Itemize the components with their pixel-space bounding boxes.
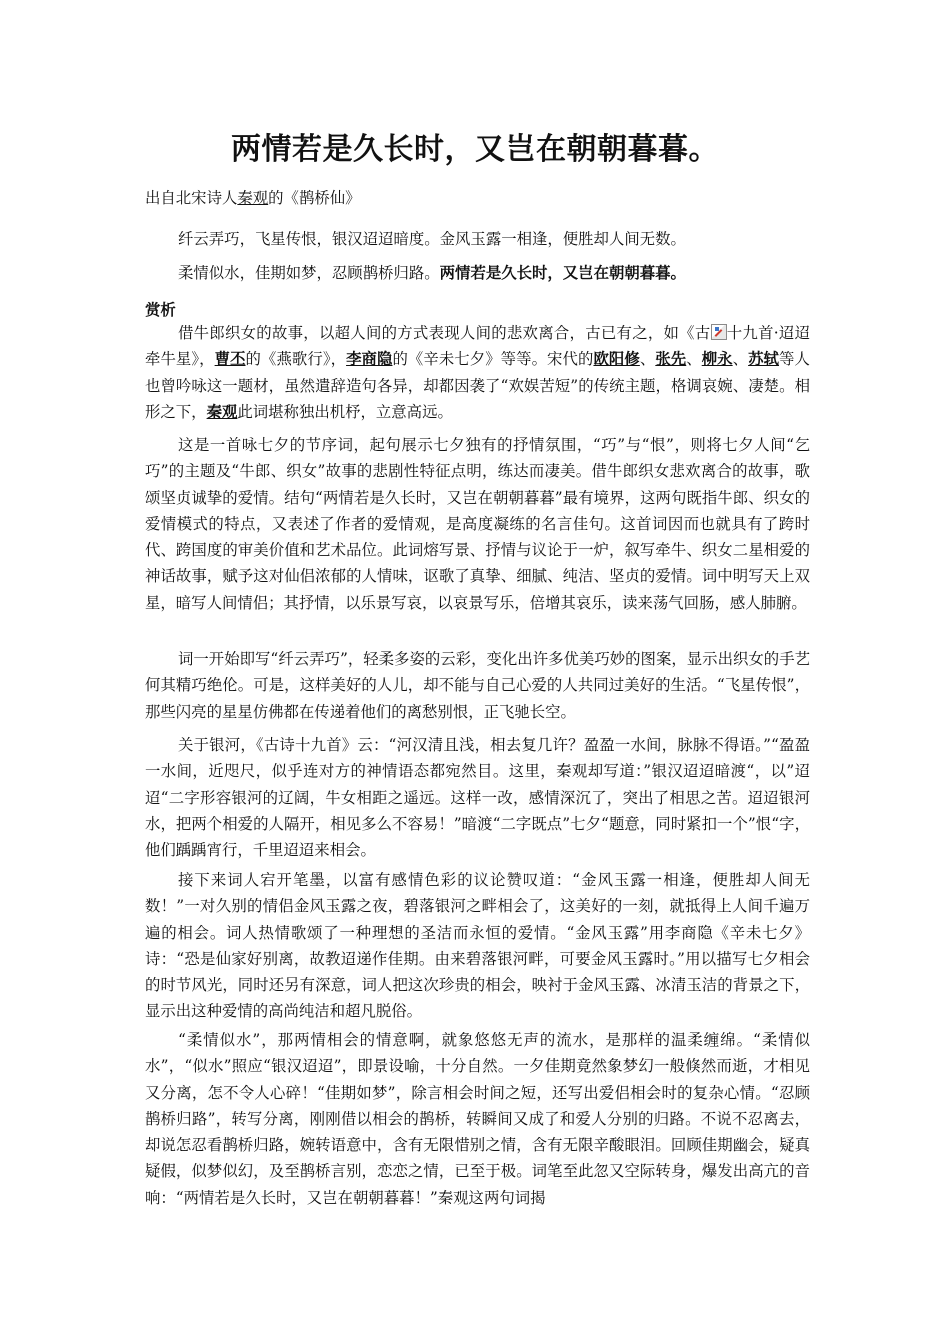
text-run: 此词堪称独出机杼，立意高远。	[237, 402, 453, 421]
source-line	[145, 185, 810, 211]
verse-text: 纤云弄巧，飞星传恨，银汉迢迢暗度。金风玉露一相逢，便胜却人间无数。	[178, 230, 686, 248]
verse-line-1	[145, 226, 810, 252]
broken-image-icon[interactable]	[711, 324, 727, 340]
analysis-paragraph-4: 关于银河，《古诗十九首》云：“河汉清且浅，相去复几许？盈盈一水间，脉脉不得语。”“盈盈一水间，近咫尺，似乎连对方的神情语态都宛然目。这里，秦观却写道：”银汉迢迢暗渡“，以”迢迢“二字形容银河的辽阔，牛女相距之遥远。这样一改，感情深沉了，突出了相思之苦。迢迢银河水，把两个相爱的人隔开，相见多么不容易！”暗渡“二字既点”七夕“题意，同时紧扣一个”恨“字，他们踽踽宵行，千里迢迢来相会。	[145, 736, 810, 860]
analysis-paragraph-5: 接下来词人宕开笔墨，以富有感情色彩的议论赞叹道：“金风玉露一相逢，便胜却人间无数！”一对久别的情侣金风玉露之夜，碧落银河之畔相会了，这美好的一刻，就抵得上人间千遍万遍的相会。词人热情歌颂了一种理想的圣洁而永恒的爱情。“金风玉露”用李商隐《辛未七夕》诗：“恐是仙家好别离，故教迢递作佳期。由来碧落银河畔，可要金风玉露时。”用以描写七夕相会的时节风光，同时还另有深意，词人把这次珍贵的相会，映衬于金风玉露、冰清玉洁的背景之下，显示出这种爱情的高尚纯洁和超凡脱俗。	[145, 871, 810, 1021]
text-run: 的《燕歌行》，	[245, 350, 347, 369]
ouyang-xiu-link[interactable]: 欧阳修	[593, 350, 640, 369]
text-run: 的《辛未七夕》等等。宋代的	[392, 350, 594, 369]
source-prefix: 出自北宋诗人	[145, 189, 238, 207]
text-run: 十九首·迢迢牵牛星》，	[145, 324, 810, 369]
su-shi-link[interactable]: 苏轼	[748, 350, 780, 369]
zhang-xian-link[interactable]: 张先	[655, 350, 687, 369]
text-run: 借牛郎织女的故事，以超人间的方式表现人间的悲欢离合，古已有之，如《古	[178, 324, 711, 342]
analysis-paragraph-1	[145, 320, 810, 425]
separator: 、	[732, 350, 749, 369]
section-heading: 赏析	[145, 301, 176, 319]
qin-guan-link[interactable]: 秦观	[206, 402, 238, 421]
liu-yong-link[interactable]: 柳永	[701, 350, 733, 369]
separator: 、	[639, 350, 656, 369]
li-shangyin-link[interactable]: 李商隐	[346, 350, 393, 369]
verse-line-2	[145, 260, 810, 286]
poet-link[interactable]: 秦观	[237, 189, 269, 207]
page-title: 两情若是久长时，又岂在朝朝暮暮。	[231, 132, 719, 167]
cao-pi-link[interactable]: 曹丕	[214, 350, 246, 369]
separator: 、	[686, 350, 702, 369]
verse-text: 柔情似水，佳期如梦，忍顾鹊桥归路。	[178, 264, 440, 282]
verse-highlight: 两情若是久长时，又岂在朝朝暮暮。	[439, 264, 686, 282]
source-suffix: 的《鹊桥仙》	[268, 189, 361, 207]
analysis-paragraph-3: 词一开始即写“纤云弄巧”，轻柔多姿的云彩，变化出许多优美巧妙的图案，显示出织女的手艺何其精巧绝伦。可是，这样美好的人儿，却不能与自己心爱的人共同过美好的生活。“飞星传恨”，那些闪亮的星星仿佛都在传递着他们的离愁别恨，正飞驰长空。	[145, 650, 810, 721]
analysis-paragraph-6: “柔情似水”，那两情相会的情意啊，就象悠悠无声的流水，是那样的温柔缠绵。“柔情似水”，“似水”照应“银汉迢迢”，即景设喻，十分自然。一夕佳期竟然象梦幻一般倏然而逝，才相见又分离，怎不令人心碎！“佳期如梦”，除言相会时间之短，还写出爱侣相会时的复杂心情。“忍顾鹊桥归路”，转写分离，刚刚借以相会的鹊桥，转瞬间又成了和爱人分别的归路。不说不忍离去，却说怎忍看鹊桥归路，婉转语意中，含有无限惜别之情，含有无限辛酸眼泪。回顾佳期幽会，疑真疑假，似梦似幻，及至鹊桥言别，恋恋之情，已至于极。词笔至此忽又空际转身，爆发出高亢的音响：“两情若是久长时，又岂在朝朝暮暮！”秦观这两句词揭	[145, 1031, 810, 1207]
analysis-paragraph-2: 这是一首咏七夕的节序词，起句展示七夕独有的抒情氛围，“巧”与“恨”，则将七夕人间“乞巧”的主题及“牛郎、织女”故事的悲剧性特征点明，练达而凄美。借牛郎织女悲欢离合的故事，歌颂坚贞诚挚的爱情。结句“两情若是久长时，又岂在朝朝暮暮”最有境界，这两句既指牛郎、织女的爱情模式的特点，又表述了作者的爱情观，是高度凝练的名言佳句。这首词因而也就具有了跨时代、跨国度的审美价值和艺术品位。此词熔写景、抒情与议论于一炉，叙写牵牛、织女二星相爱的神话故事，赋予这对仙侣浓郁的人情味，讴歌了真挚、细腻、纯洁、坚贞的爱情。词中明写天上双星，暗写人间情侣；其抒情，以乐景写哀，以哀景写乐，倍增其哀乐，读来荡气回肠，感人肺腑。	[145, 436, 810, 612]
text-run: 等人也曾吟咏这一题材，虽然遣辞造句各异，却都因袭了“欢娱苦短”的传统主题，格调哀婉、凄楚。相形之下，	[145, 350, 810, 421]
